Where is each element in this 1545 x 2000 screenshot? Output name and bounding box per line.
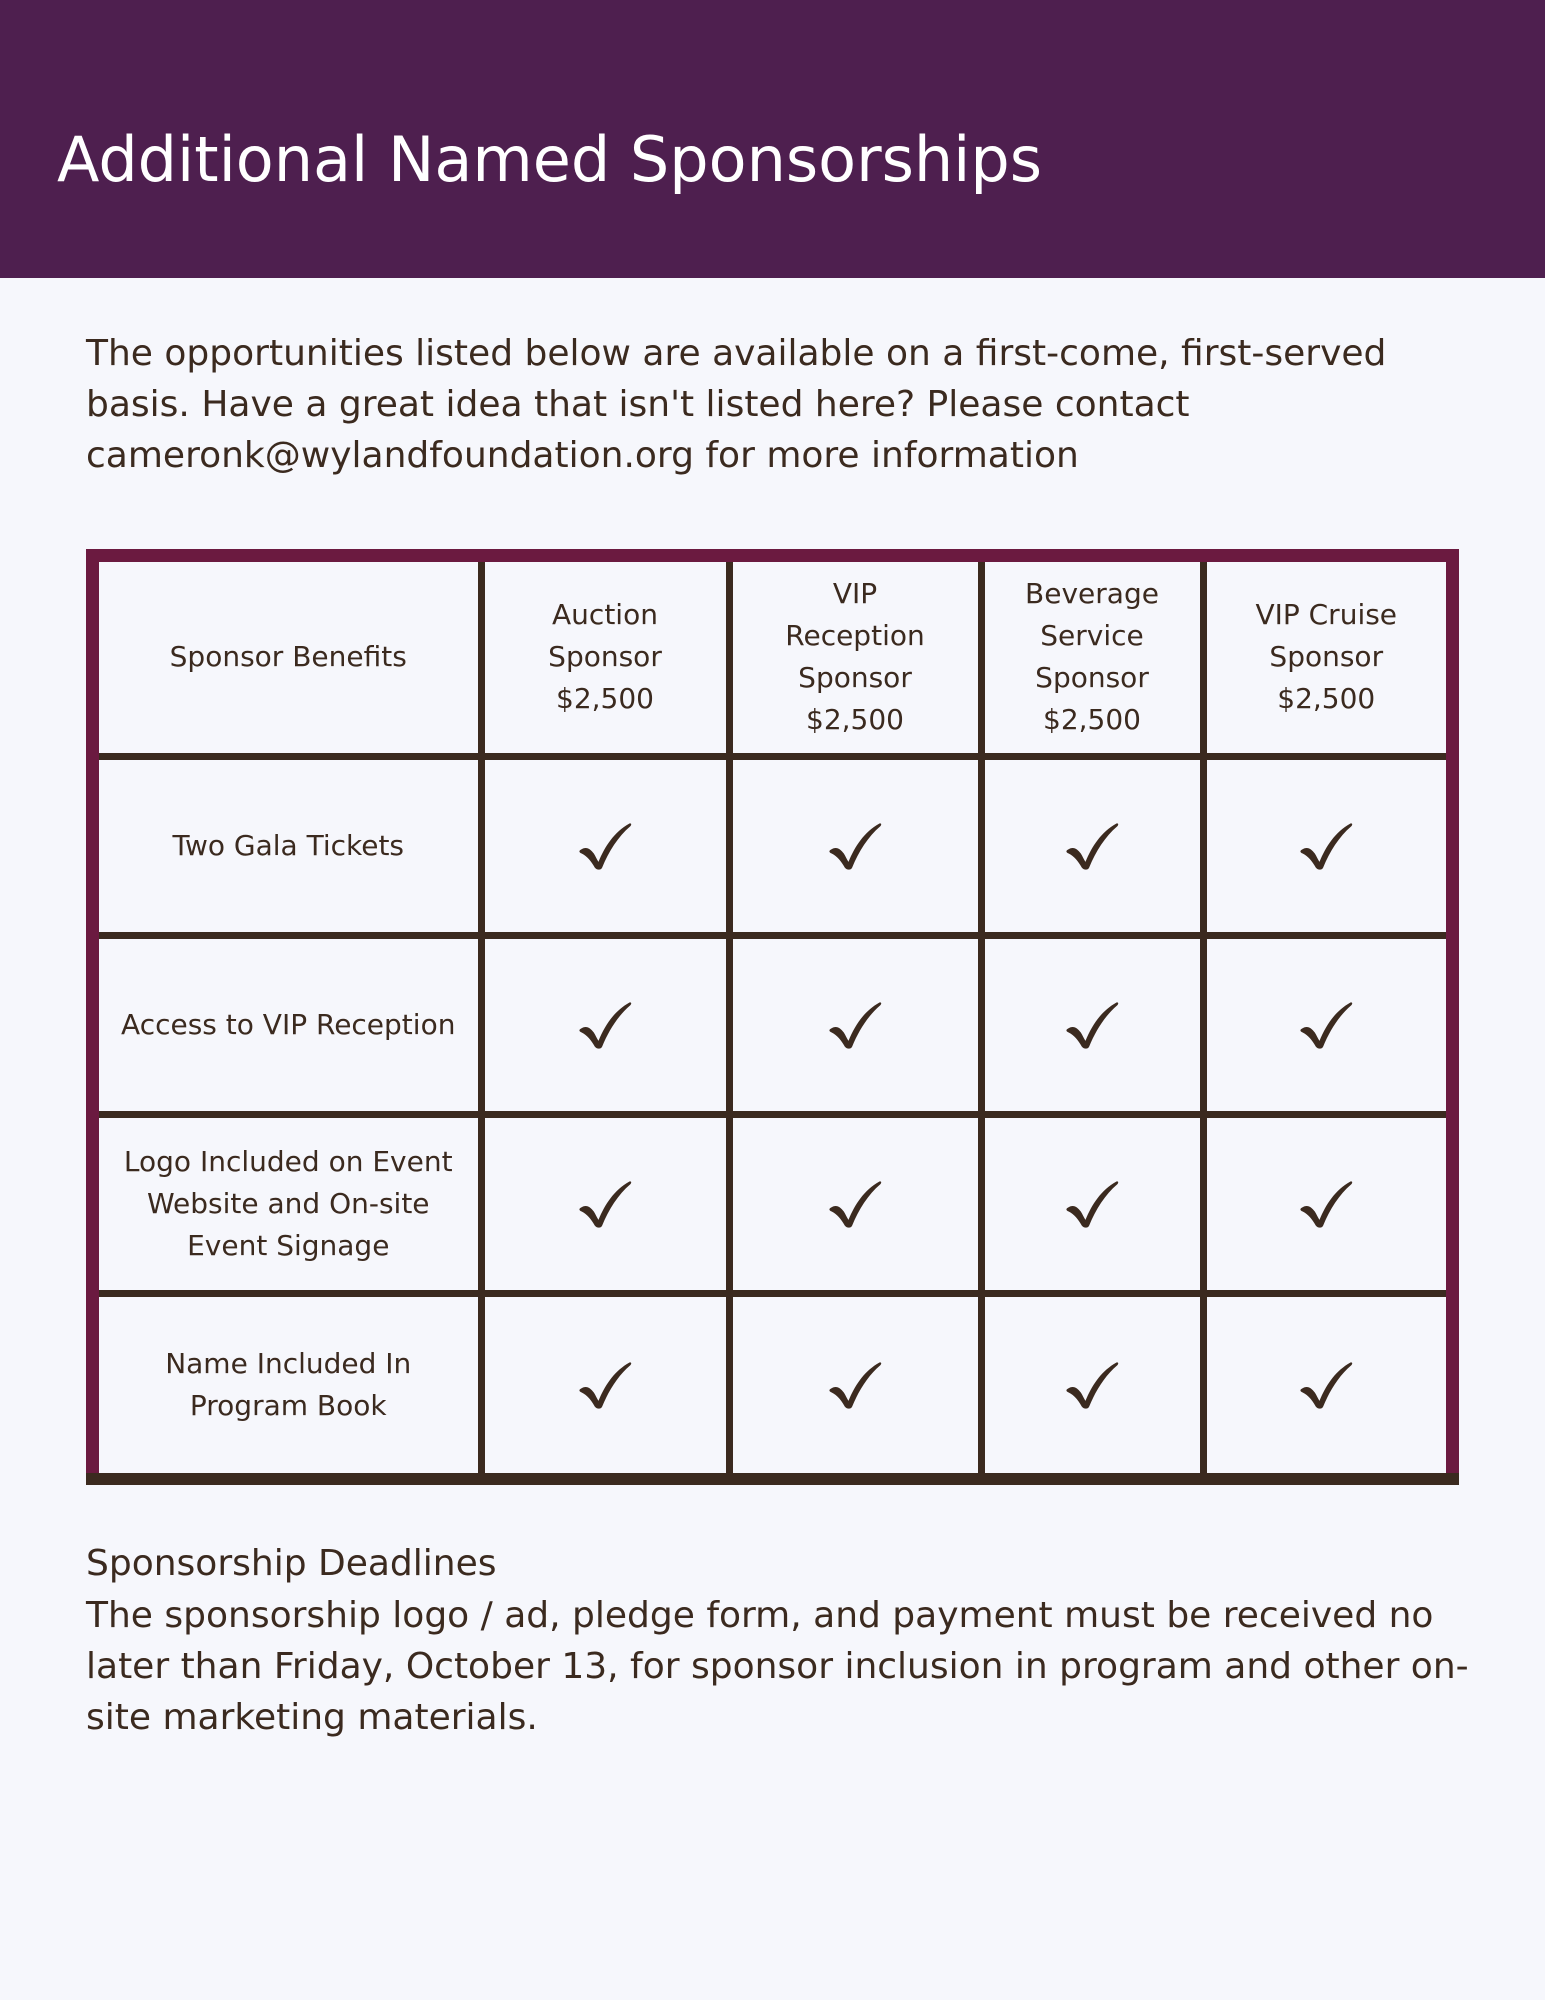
benefit-cell	[1203, 1294, 1446, 1473]
checkmark-icon	[1064, 818, 1120, 874]
benefit-cell	[729, 1294, 981, 1473]
column-name-line: Sponsor	[1269, 640, 1384, 674]
benefit-cell	[1203, 1114, 1446, 1293]
benefit-label: Access to VIP Reception	[99, 935, 481, 1114]
checkmark-icon	[577, 1176, 633, 1232]
checkmark-icon	[1298, 997, 1354, 1053]
sponsorship-table	[99, 562, 1446, 1473]
benefit-cell	[981, 1294, 1203, 1473]
column-price: $2,500	[1277, 682, 1376, 716]
column-name-line: VIP Cruise	[1255, 598, 1398, 632]
table-header-row	[99, 562, 1446, 756]
column-name-line: Sponsor	[1035, 661, 1149, 695]
checkmark-icon	[1064, 1176, 1120, 1232]
page-title: Additional Named Sponsorships	[57, 123, 1043, 196]
column-name-line: VIP	[832, 577, 878, 611]
intro-text: The opportunities listed below are available on a first-come, first-served basis. Have a great idea that isn't listed here? Please contact cameronk@wylandfoundation.org for more information	[86, 333, 1387, 476]
column-name-line: Sponsor	[548, 640, 662, 674]
benefit-cell	[729, 1114, 981, 1293]
deadlines-heading: Sponsorship Deadlines	[86, 1543, 497, 1584]
table-row	[99, 756, 1446, 935]
checkmark-icon	[1064, 1357, 1120, 1413]
benefit-cell	[481, 1114, 729, 1293]
column-price: $2,500	[806, 703, 904, 737]
header-band	[0, 0, 1545, 278]
benefit-label: Name Included In Program Book	[99, 1294, 481, 1473]
checkmark-icon	[827, 1357, 883, 1413]
column-name-line: Beverage	[1025, 577, 1159, 611]
column-header-vip-reception	[729, 562, 981, 756]
column-header-beverage-service	[981, 562, 1203, 756]
benefit-cell	[981, 935, 1203, 1114]
corner-label: Sponsor Benefits	[99, 562, 481, 756]
table-row	[99, 935, 1446, 1114]
benefit-label: Two Gala Tickets	[99, 756, 481, 935]
checkmark-icon	[577, 818, 633, 874]
column-name-line: Auction	[552, 598, 658, 632]
benefit-cell	[729, 935, 981, 1114]
benefit-cell	[481, 1294, 729, 1473]
checkmark-icon	[577, 1357, 633, 1413]
column-price: $2,500	[556, 682, 654, 716]
benefit-cell	[481, 756, 729, 935]
checkmark-icon	[1298, 1357, 1354, 1413]
column-name-line: Sponsor	[798, 661, 912, 695]
benefit-label: Logo Included on Event Website and On-site Event Signage	[99, 1114, 481, 1293]
checkmark-icon	[827, 1176, 883, 1232]
table-row	[99, 1114, 1446, 1293]
checkmark-icon	[1298, 1176, 1354, 1232]
benefit-cell	[981, 756, 1203, 935]
sponsorship-table-frame	[86, 549, 1459, 1485]
benefit-cell	[981, 1114, 1203, 1293]
benefit-cell	[1203, 756, 1446, 935]
column-name-line: Service	[1040, 619, 1144, 653]
column-header-auction	[481, 562, 729, 756]
benefit-cell	[1203, 935, 1446, 1114]
benefit-cell	[729, 756, 981, 935]
column-name-line: Reception	[785, 619, 925, 653]
checkmark-icon	[827, 818, 883, 874]
checkmark-icon	[827, 997, 883, 1053]
checkmark-icon	[577, 997, 633, 1053]
benefit-cell	[481, 935, 729, 1114]
column-price: $2,500	[1043, 703, 1141, 737]
deadlines-text: The sponsorship logo / ad, pledge form, and payment must be received no later than Friday, October 13, for sponsor inclusion in program and other on-site marketing materials.	[86, 1595, 1469, 1738]
table-row	[99, 1294, 1446, 1473]
checkmark-icon	[1298, 818, 1354, 874]
column-header-vip-cruise	[1203, 562, 1446, 756]
checkmark-icon	[1064, 997, 1120, 1053]
